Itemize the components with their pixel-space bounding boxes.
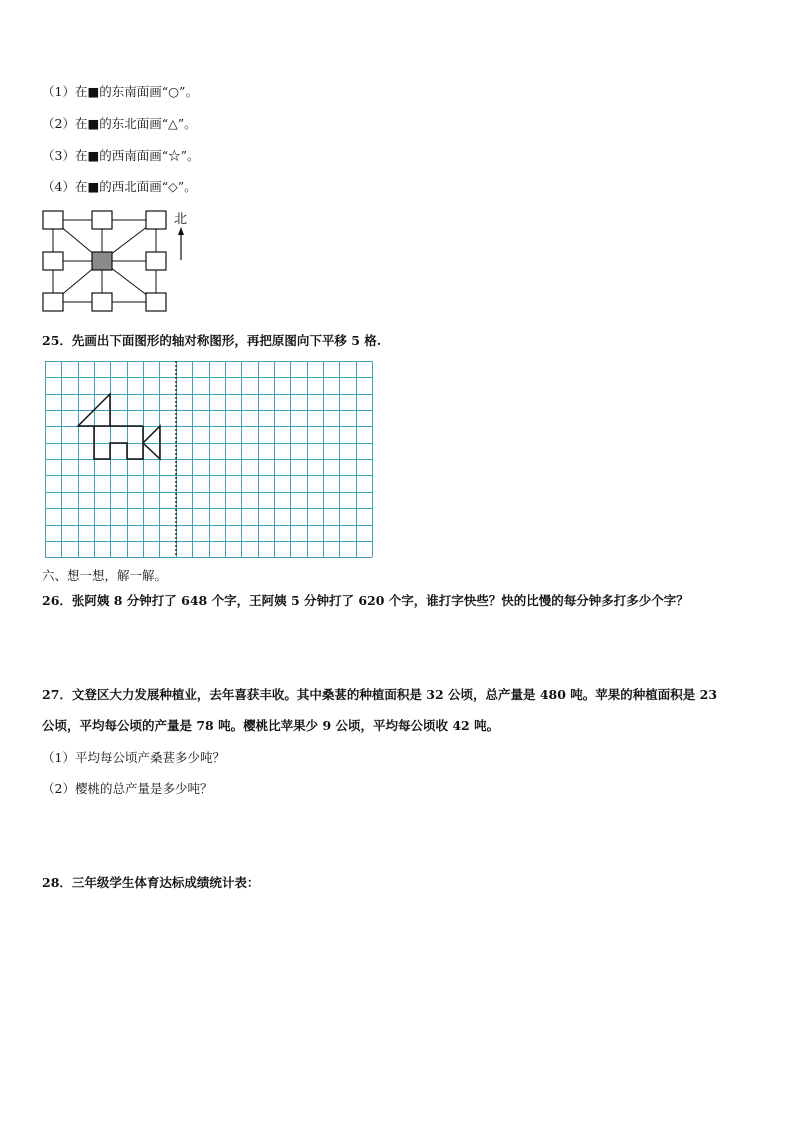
q27-line2: 公顷，平均每公顷的产量是 78 吨。樱桃比苹果少 9 公顷，平均每公顷收 42 吨。	[42, 718, 500, 733]
q26-text: 26．张阿姨 8 分钟打了 648 个字，王阿姨 5 分钟打了 620 个字，谁打字快些？快的比慢的每分钟多打多少个字？	[42, 593, 689, 608]
box-north	[92, 211, 112, 229]
north-label: 北	[174, 212, 188, 227]
north-arrow-head	[178, 227, 184, 235]
box-south	[92, 293, 112, 311]
direction-diagram	[38, 205, 198, 317]
q24-sub1: （1）在■的东南面画“○”。	[42, 84, 198, 99]
box-east	[146, 252, 166, 270]
figure-body	[94, 426, 143, 459]
box-west	[43, 252, 63, 270]
section-six-title: 六、想一想，解一解。	[42, 568, 168, 583]
q24-sub3: （3）在■的西南面画“☆”。	[42, 148, 200, 163]
box-southwest	[43, 293, 63, 311]
grid-figure	[45, 361, 375, 559]
q28-text: 28．三年级学生体育达标成绩统计表：	[42, 875, 260, 890]
figure-tail	[143, 426, 160, 459]
q24-sub2: （2）在■的东北面画“△”。	[42, 116, 197, 131]
box-southeast	[146, 293, 166, 311]
q27-line1: 27．文登区大力发展种植业，去年喜获丰收。其中桑葚的种植面积是 32 公顷，总产量是 480 吨。苹果的种植面积是 23	[42, 687, 718, 702]
q27-sub1: （1）平均每公顷产桑葚多少吨？	[42, 750, 225, 765]
center-square	[92, 252, 112, 270]
q27-sub2: （2）樱桃的总产量是多少吨？	[42, 781, 213, 796]
q25-text: 25．先画出下面图形的轴对称图形，再把原图向下平移 5 格.	[42, 333, 382, 348]
q24-sub4: （4）在■的西北面画“◇”。	[42, 179, 197, 194]
box-northeast	[146, 211, 166, 229]
box-northwest	[43, 211, 63, 229]
